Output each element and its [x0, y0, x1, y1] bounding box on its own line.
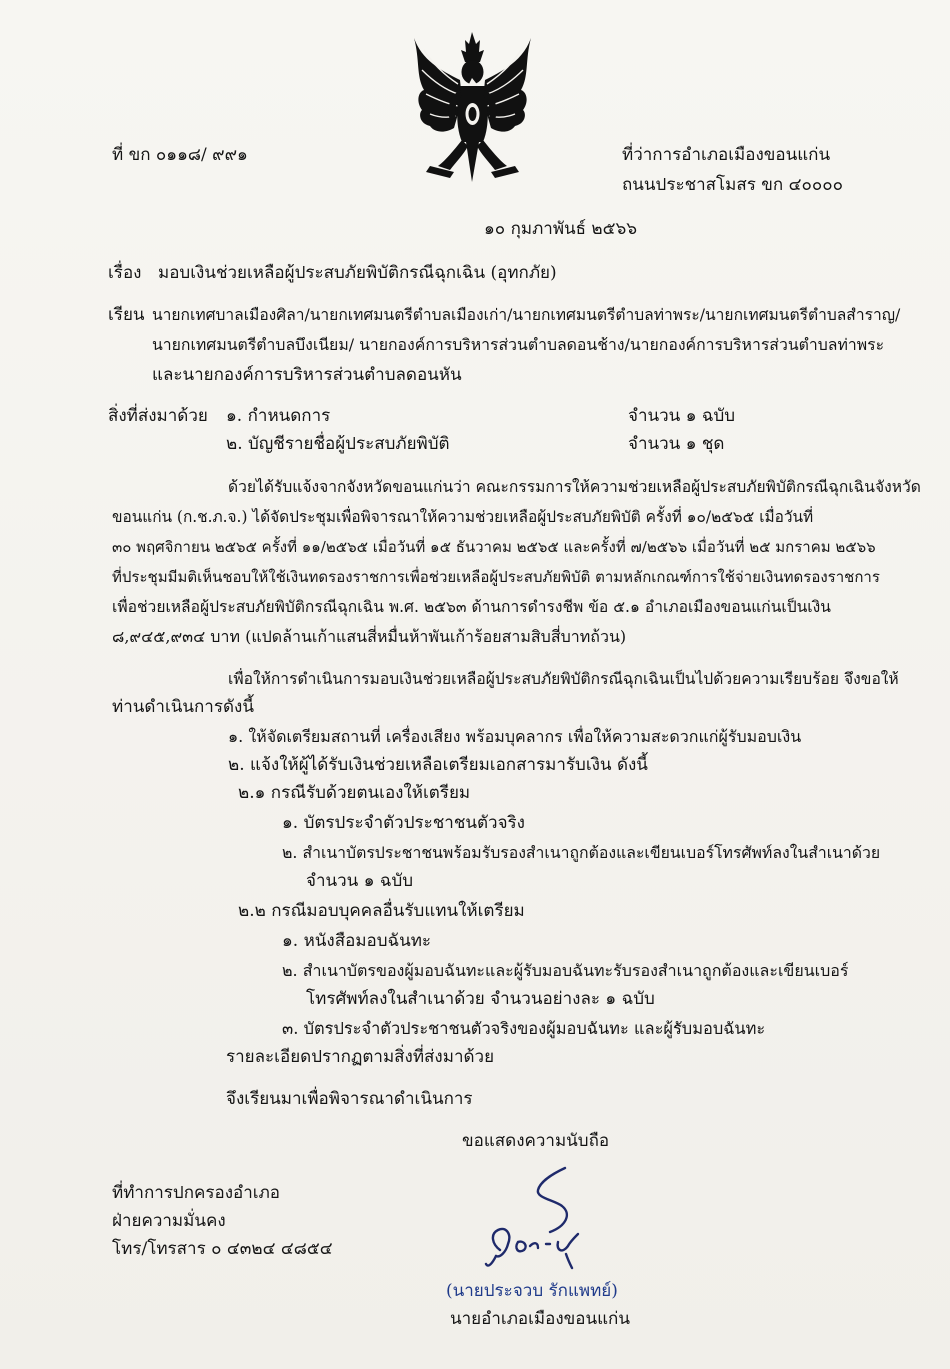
paragraph-line: ท่านดำเนินการดังนี้: [112, 697, 254, 717]
list-item: ๑. ให้จัดเตรียมสถานที่ เครื่องเสียง พร้อมบุคลากร เพื่อให้ความสะดวกแก่ผู้รับมอบเงิน: [228, 727, 802, 746]
office-name: ที่ว่าการอำเภอเมืองขอนแก่น: [622, 145, 831, 165]
signatory-name: (นายประจวบ รักแพทย์): [446, 1281, 618, 1301]
signature-icon: [470, 1160, 600, 1275]
enclosure-item: ๒. บัญชีรายชื่อผู้ประสบภัยพิบัติ: [226, 434, 450, 454]
list-item: ๒. แจ้งให้ผู้ได้รับเงินช่วยเหลือเตรียมเอกสารมารับเงิน ดังนี้: [228, 755, 648, 775]
closing-line: จึงเรียนมาเพื่อพิจารณาดำเนินการ: [226, 1089, 473, 1109]
addressee-line: และนายกองค์การบริหารส่วนตำบลดอนหัน: [152, 365, 462, 385]
regards-text: ขอแสดงความนับถือ: [462, 1131, 610, 1151]
list-item: โทรศัพท์ลงในสำเนาด้วย จำนวนอย่างละ ๑ ฉบับ: [306, 989, 655, 1009]
list-item: ๒.๑ กรณีรับด้วยตนเองให้เตรียม: [238, 783, 471, 803]
list-item: ๓. บัตรประจำตัวประชาชนตัวจริงของผู้มอบฉันทะ และผู้รับมอบฉันทะ: [282, 1019, 766, 1038]
enclosure-quantity: จำนวน ๑ ชุด: [628, 434, 725, 454]
enclosure-item: ๑. กำหนดการ: [226, 406, 331, 426]
office-address: ถนนประชาสโมสร ขก ๔๐๐๐๐: [622, 175, 843, 195]
list-item: จำนวน ๑ ฉบับ: [306, 871, 414, 891]
footer-department: ที่ทำการปกครองอำเภอ: [112, 1183, 281, 1203]
addressee-line: นายกเทศบาลเมืองศิลา/นายกเทศมนตรีตำบลเมืองเก่า/นายกเทศมนตรีตำบลท่าพระ/นายกเทศมนตรีตำบลสำราญ/: [152, 306, 901, 324]
reference-number: ที่ ขก ๐๑๑๘/ ๙๙๑: [112, 145, 248, 165]
paragraph-line: ๘,๙๔๕,๙๓๔ บาท (แปดล้านเก้าแสนสี่หมื่นห้าพันเก้าร้อยสามสิบสี่บาทถ้วน): [112, 627, 627, 646]
addressee-line: นายกเทศมนตรีตำบลบึงเนียม/ นายกองค์การบริหารส่วนตำบลดอนช้าง/นายกองค์การบริหารส่วนตำบลท่าพระ: [152, 335, 885, 354]
paragraph-line: ด้วยได้รับแจ้งจากจังหวัดขอนแก่นว่า คณะกรรมการให้ความช่วยเหลือผู้ประสบภัยพิบัติกรณีฉุกเฉินจังหวัด: [228, 478, 921, 496]
list-item: ๒. สำเนาบัตรประชาชนพร้อมรับรองสำเนาถูกต้องและเขียนเบอร์โทรศัพท์ลงในสำเนาด้วย: [282, 843, 881, 862]
list-item: ๒. สำเนาบัตรของผู้มอบฉันทะและผู้รับมอบฉันทะรับรองสำเนาถูกต้องและเขียนเบอร์: [282, 961, 849, 980]
footer-section: ฝ่ายความมั่นคง: [112, 1211, 226, 1231]
footer-phone: โทร/โทรสาร ๐ ๔๓๒๔ ๔๘๕๔: [112, 1239, 333, 1259]
enclosures-label: สิ่งที่ส่งมาด้วย: [108, 406, 208, 426]
paragraph-line: ๓๐ พฤศจิกายน ๒๕๖๕ ครั้งที่ ๑๑/๒๕๖๕ เมื่อวันที่ ๑๕ ธันวาคม ๒๕๖๕ และครั้งที่ ๗/๒๕๖๖ เมื่อวันที่ ๒๕ มกราคม ๒๕๖๖: [112, 538, 876, 556]
addressee-label: เรียน: [108, 305, 145, 325]
paragraph-line: ที่ประชุมมีมติเห็นชอบให้ใช้เงินทดรองราชการเพื่อช่วยเหลือผู้ประสบภัยพิบัติ ตามหลักเกณฑ์การใช้จ่ายเงินทดรองราชการ: [112, 568, 880, 586]
garuda-emblem-icon: [410, 30, 535, 185]
document-date: ๑๐ กุมภาพันธ์ ๒๕๖๖: [484, 219, 638, 239]
subject-label: เรื่อง: [108, 263, 142, 283]
list-item: ๒.๒ กรณีมอบบุคคลอื่นรับแทนให้เตรียม: [238, 901, 525, 921]
paragraph-line: ขอนแก่น (ก.ช.ภ.จ.) ได้จัดประชุมเพื่อพิจารณาให้ความช่วยเหลือผู้ประสบภัยพิบัติ ครั้งที่ ๑๐/๒๕๖๕ เมื่อวันที่: [112, 508, 814, 526]
signatory-title: นายอำเภอเมืองขอนแก่น: [450, 1309, 630, 1329]
list-item: ๑. หนังสือมอบฉันทะ: [282, 931, 432, 951]
list-item: ๑. บัตรประจำตัวประชาชนตัวจริง: [282, 813, 525, 833]
paragraph-line: เพื่อช่วยเหลือผู้ประสบภัยพิบัติกรณีฉุกเฉิน พ.ศ. ๒๕๖๓ ด้านการดำรงชีพ ข้อ ๕.๑ อำเภอเมืองขอนแก่นเป็นเงิน: [112, 598, 831, 616]
enclosure-quantity: จำนวน ๑ ฉบับ: [628, 406, 736, 426]
details-note: รายละเอียดปรากฏตามสิ่งที่ส่งมาด้วย: [226, 1047, 495, 1067]
paragraph-line: เพื่อให้การดำเนินการมอบเงินช่วยเหลือผู้ประสบภัยพิบัติกรณีฉุกเฉินเป็นไปด้วยความเรียบร้อย จึงขอให้: [228, 670, 899, 688]
subject-text: มอบเงินช่วยเหลือผู้ประสบภัยพิบัติกรณีฉุกเฉิน (อุทกภัย): [158, 263, 557, 283]
